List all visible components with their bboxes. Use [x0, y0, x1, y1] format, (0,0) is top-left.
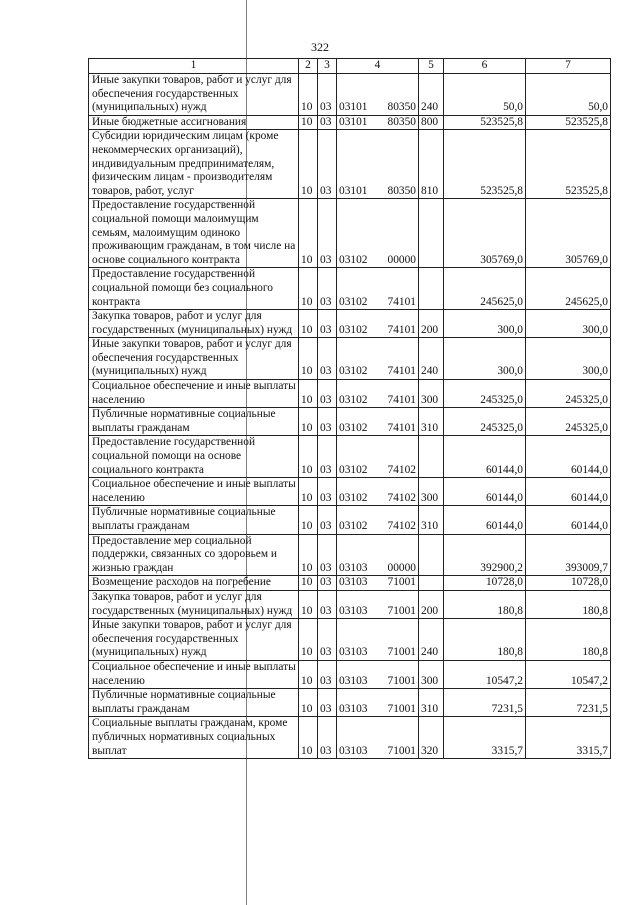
direction-code: 00000 [387, 561, 416, 574]
amount-col6: 245325,0 [444, 408, 526, 436]
program-code: 03103 [339, 674, 368, 687]
direction-code: 00000 [387, 253, 416, 266]
target-article-code [337, 268, 419, 310]
header-row [89, 59, 611, 74]
subsection-code: 03 [318, 576, 337, 591]
amount-col7: 300,0 [526, 338, 611, 380]
section-code: 10 [299, 436, 318, 478]
target-article-code [337, 506, 419, 534]
amount-col6: 3315,7 [444, 717, 526, 759]
table-row [89, 619, 611, 661]
expense-type-code [419, 199, 444, 268]
target-article-code [337, 689, 419, 717]
table-row [89, 436, 611, 478]
amount-col6: 10547,2 [444, 660, 526, 688]
section-code: 10 [299, 338, 318, 380]
amount-col6: 392900,2 [444, 534, 526, 576]
program-code: 03101 [339, 101, 368, 114]
target-article-code [337, 380, 419, 408]
col-header-6: 6 [444, 59, 526, 74]
target-article-code [337, 576, 419, 591]
table-row [89, 717, 611, 759]
row-name: Социальные выплаты гражданам, кроме публичных нормативных социальных выплат [89, 717, 299, 759]
section-code: 10 [299, 506, 318, 534]
row-name: Иные закупки товаров, работ и услуг для обеспечения государственных (муниципальных) нужд [89, 619, 299, 661]
row-name: Предоставление государственной социальной помощи без социального контракта [89, 268, 299, 310]
direction-code: 71001 [387, 674, 416, 687]
amount-col6: 305769,0 [444, 199, 526, 268]
section-code: 10 [299, 380, 318, 408]
subsection-code: 03 [318, 436, 337, 478]
program-code: 03102 [339, 323, 368, 336]
table-row [89, 199, 611, 268]
expense-type-code [419, 436, 444, 478]
target-article-code [337, 660, 419, 688]
table-row [89, 506, 611, 534]
expense-type-code: 200 [419, 310, 444, 338]
page-number: 322 [311, 40, 329, 54]
col-header-2: 2 [299, 59, 318, 74]
direction-code: 74101 [387, 393, 416, 406]
direction-code: 80350 [387, 115, 416, 128]
direction-code: 74101 [387, 323, 416, 336]
amount-col7: 393009,7 [526, 534, 611, 576]
amount-col6: 60144,0 [444, 436, 526, 478]
row-name: Социальное обеспечение и иные выплаты населению [89, 660, 299, 688]
target-article-code [337, 717, 419, 759]
table-row [89, 115, 611, 130]
amount-col6: 60144,0 [444, 478, 526, 506]
direction-code: 74101 [387, 365, 416, 378]
amount-col7: 180,8 [526, 619, 611, 661]
target-article-code [337, 408, 419, 436]
direction-code: 71001 [387, 604, 416, 617]
table-row [89, 130, 611, 199]
subsection-code: 03 [318, 660, 337, 688]
subsection-code: 03 [318, 338, 337, 380]
row-name: Закупка товаров, работ и услуг для государственных (муниципальных) нужд [89, 590, 299, 618]
table-row [89, 310, 611, 338]
amount-col7: 50,0 [526, 74, 611, 116]
expense-type-code: 240 [419, 74, 444, 116]
expense-type-code: 320 [419, 717, 444, 759]
direction-code: 74101 [387, 421, 416, 434]
expense-type-code: 240 [419, 619, 444, 661]
section-code: 10 [299, 199, 318, 268]
col-header-7: 7 [526, 59, 611, 74]
row-name: Социальное обеспечение и иные выплаты населению [89, 380, 299, 408]
target-article-code [337, 74, 419, 116]
table-row [89, 380, 611, 408]
program-code: 03102 [339, 365, 368, 378]
expense-type-code: 300 [419, 478, 444, 506]
program-code: 03101 [339, 184, 368, 197]
expense-type-code [419, 534, 444, 576]
program-code: 03102 [339, 520, 368, 532]
direction-code: 74101 [387, 295, 416, 308]
section-code: 10 [299, 689, 318, 717]
table-row [89, 534, 611, 576]
section-code: 10 [299, 130, 318, 199]
amount-col7: 523525,8 [526, 115, 611, 130]
table-body [89, 74, 611, 759]
subsection-code: 03 [318, 590, 337, 618]
section-code: 10 [299, 115, 318, 130]
row-name: Социальное обеспечение и иные выплаты населению [89, 478, 299, 506]
section-code: 10 [299, 534, 318, 576]
direction-code: 71001 [387, 744, 416, 757]
subsection-code: 03 [318, 115, 337, 130]
section-code: 10 [299, 590, 318, 618]
amount-col6: 50,0 [444, 74, 526, 116]
amount-col6: 10728,0 [444, 576, 526, 591]
table-row [89, 576, 611, 591]
amount-col6: 523525,8 [444, 115, 526, 130]
subsection-code: 03 [318, 534, 337, 576]
target-article-code [337, 436, 419, 478]
subsection-code: 03 [318, 408, 337, 436]
subsection-code: 03 [318, 74, 337, 116]
row-name: Публичные нормативные социальные выплаты гражданам [89, 689, 299, 717]
target-article-code [337, 619, 419, 661]
expense-type-code: 810 [419, 130, 444, 199]
amount-col7: 305769,0 [526, 199, 611, 268]
amount-col6: 180,8 [444, 619, 526, 661]
program-code: 03102 [339, 463, 368, 476]
expense-type-code: 310 [419, 689, 444, 717]
amount-col6: 180,8 [444, 590, 526, 618]
amount-col7: 3315,7 [526, 717, 611, 759]
expense-type-code: 310 [419, 506, 444, 534]
section-code: 10 [299, 717, 318, 759]
direction-code: 71001 [387, 702, 416, 715]
target-article-code [337, 478, 419, 506]
amount-col7: 180,8 [526, 590, 611, 618]
table-row [89, 590, 611, 618]
row-name: Предоставление мер социальной поддержки, связанных со здоровьем и жизнью граждан [89, 534, 299, 576]
subsection-code: 03 [318, 717, 337, 759]
row-name: Возмещение расходов на погребение [89, 576, 299, 591]
amount-col7: 10547,2 [526, 660, 611, 688]
target-article-code [337, 534, 419, 576]
subsection-code: 03 [318, 199, 337, 268]
program-code: 03102 [339, 393, 368, 406]
program-code: 03102 [339, 421, 368, 434]
col-header-5: 5 [419, 59, 444, 74]
amount-col7: 245325,0 [526, 380, 611, 408]
subsection-code: 03 [318, 689, 337, 717]
section-code: 10 [299, 310, 318, 338]
amount-col6: 245625,0 [444, 268, 526, 310]
col-header-1: 1 [89, 59, 299, 74]
expense-type-code: 240 [419, 338, 444, 380]
row-name: Иные закупки товаров, работ и услуг для обеспечения государственных (муниципальных) нужд [89, 338, 299, 380]
direction-code: 74102 [387, 520, 416, 532]
section-code: 10 [299, 408, 318, 436]
target-article-code [337, 310, 419, 338]
row-name: Публичные нормативные социальные выплаты гражданам [89, 506, 299, 534]
program-code: 03103 [339, 561, 368, 574]
expense-type-code [419, 576, 444, 591]
program-code: 03101 [339, 115, 368, 128]
target-article-code [337, 199, 419, 268]
section-code: 10 [299, 619, 318, 661]
table-row [89, 408, 611, 436]
amount-col7: 60144,0 [526, 436, 611, 478]
subsection-code: 03 [318, 268, 337, 310]
table-row [89, 338, 611, 380]
subsection-code: 03 [318, 310, 337, 338]
table-row [89, 660, 611, 688]
table-row [89, 74, 611, 116]
section-code: 10 [299, 478, 318, 506]
program-code: 03102 [339, 295, 368, 308]
direction-code: 74102 [387, 463, 416, 476]
row-name: Иные закупки товаров, работ и услуг для обеспечения государственных (муниципальных) нужд [89, 74, 299, 116]
direction-code: 80350 [387, 101, 416, 114]
amount-col6: 523525,8 [444, 130, 526, 199]
program-code: 03102 [339, 253, 368, 266]
row-name: Публичные нормативные социальные выплаты гражданам [89, 408, 299, 436]
amount-col6: 245325,0 [444, 380, 526, 408]
amount-col7: 7231,5 [526, 689, 611, 717]
amount-col7: 60144,0 [526, 478, 611, 506]
target-article-code [337, 590, 419, 618]
row-name: Закупка товаров, работ и услуг для государственных (муниципальных) нужд [89, 310, 299, 338]
direction-code: 80350 [387, 184, 416, 197]
program-code: 03103 [339, 744, 368, 757]
target-article-code [337, 130, 419, 199]
row-name: Предоставление государственной социальной помощи на основе социального контракта [89, 436, 299, 478]
table-row [89, 268, 611, 310]
expense-type-code: 310 [419, 408, 444, 436]
amount-col7: 245325,0 [526, 408, 611, 436]
table-row [89, 689, 611, 717]
expense-type-code: 200 [419, 590, 444, 618]
target-article-code [337, 338, 419, 380]
program-code: 03102 [339, 491, 368, 504]
program-code: 03103 [339, 646, 368, 659]
col-header-3: 3 [318, 59, 337, 74]
subsection-code: 03 [318, 478, 337, 506]
section-code: 10 [299, 74, 318, 116]
section-code: 10 [299, 576, 318, 591]
row-name: Иные бюджетные ассигнования [89, 115, 299, 130]
amount-col7: 10728,0 [526, 576, 611, 591]
section-code: 10 [299, 268, 318, 310]
expense-type-code: 800 [419, 115, 444, 130]
subsection-code: 03 [318, 506, 337, 534]
amount-col6: 7231,5 [444, 689, 526, 717]
amount-col6: 300,0 [444, 310, 526, 338]
direction-code: 71001 [387, 646, 416, 659]
direction-code: 71001 [387, 576, 416, 589]
table-row [89, 478, 611, 506]
amount-col7: 245625,0 [526, 268, 611, 310]
program-code: 03103 [339, 702, 368, 715]
amount-col7: 523525,8 [526, 130, 611, 199]
subsection-code: 03 [318, 619, 337, 661]
direction-code: 74102 [387, 491, 416, 504]
program-code: 03103 [339, 604, 368, 617]
amount-col6: 300,0 [444, 338, 526, 380]
col-header-4: 4 [337, 59, 419, 74]
amount-col7: 300,0 [526, 310, 611, 338]
budget-table [88, 58, 611, 759]
amount-col6: 60144,0 [444, 506, 526, 534]
expense-type-code [419, 268, 444, 310]
expense-type-code: 300 [419, 660, 444, 688]
expense-type-code: 300 [419, 380, 444, 408]
amount-col7: 60144,0 [526, 506, 611, 534]
row-name: Предоставление государственной социальной помощи малоимущим семьям, малоимущим одиноко проживающим гражданам, в том числе на основе социального контракта [89, 199, 299, 268]
subsection-code: 03 [318, 130, 337, 199]
row-name: Субсидии юридическим лицам (кроме некоммерческих организаций), индивидуальным предпринимателям, физическим лицам - производителям товаров, работ, услуг [89, 130, 299, 199]
target-article-code [337, 115, 419, 130]
program-code: 03103 [339, 576, 368, 589]
subsection-code: 03 [318, 380, 337, 408]
section-code: 10 [299, 660, 318, 688]
